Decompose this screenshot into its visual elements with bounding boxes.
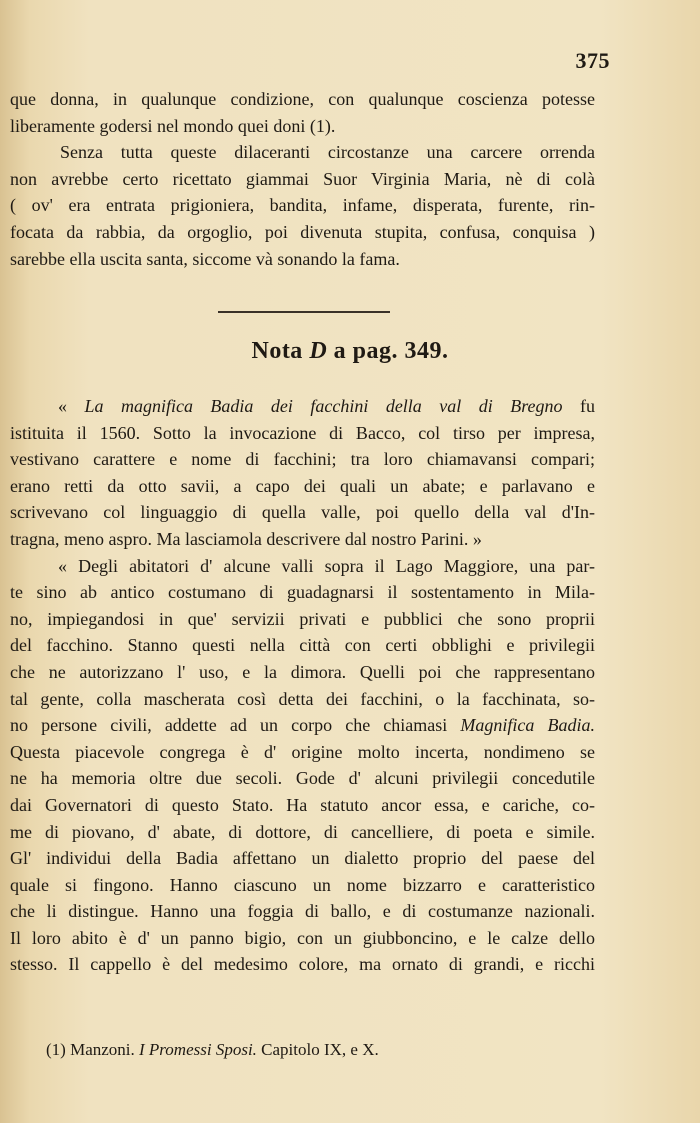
magnifica-badia: Magnifica Badia. xyxy=(460,715,595,736)
paragraph-line: ne ha memoria oltre due secoli. Gode d' alcuni privilegii concedutile xyxy=(10,768,595,789)
paragraph-line: « Degli abitatori d' alcune valli sopra il Lago Maggiore, una par- xyxy=(58,555,595,576)
paragraph-line: ( ov' era entrata prigioniera, bandita, infame, disperata, furente, rin- xyxy=(10,195,595,216)
paragraph-line: no, impiegandosi in que' servizii privati e pubblici che sono proprii xyxy=(10,608,595,629)
page-number: 375 xyxy=(575,48,610,73)
paragraph-line: liberamente godersi nel mondo quei doni (1). xyxy=(10,115,336,136)
paragraph-line: che li distingue. Hanno una foggia di ballo, e di costumanze nazionali. xyxy=(10,901,595,922)
paragraph-line: scrivevano col linguaggio di quella valle, poi quello della val d'In- xyxy=(10,502,595,523)
paragraph-line: quale si fingono. Hanno ciascuno un nome bizzarro e caratteristico xyxy=(10,874,595,895)
paragraph-line: stesso. Il cappello è del medesimo colore, ma ornato di grandi, e ricchi xyxy=(10,954,595,975)
paragraph-line: te sino ab antico costumano di guadagnarsi il sostentamento in Mila- xyxy=(10,582,595,603)
paragraph-line: istituita il 1560. Sotto la invocazione di Bacco, col tirso per impresa, xyxy=(10,422,595,443)
paragraph-line: focata da rabbia, da orgoglio, poi divenuta stupita, confusa, conquisa ) xyxy=(10,221,595,242)
note-heading-suffix: a pag. 349. xyxy=(327,338,449,364)
paragraph-line xyxy=(10,712,595,739)
paragraph-line xyxy=(10,393,595,420)
paragraph-line: Senza tutta queste dilaceranti circostanze una carcere orrenda xyxy=(60,142,595,163)
paragraph-line: que donna, in qualunque condizione, con qualunque coscienza potesse xyxy=(10,89,595,109)
paragraph-line: che ne autorizzano l' uso, e la dimora. Quelli poi che rappresentano xyxy=(10,661,595,682)
paragraph-line: Questa piacevole congrega è d' origine molto incerta, nondimeno se xyxy=(10,741,595,762)
note-heading xyxy=(0,338,700,365)
text-block-lower xyxy=(10,393,595,978)
paragraph-line: vestivano carattere e nome di facchini; tra loro chiamavansi compari; xyxy=(10,449,595,470)
note-heading-letter: D xyxy=(309,338,328,364)
text-block-upper xyxy=(10,86,595,272)
footnote xyxy=(46,1040,379,1060)
footnote-title: I Promessi Sposi. xyxy=(139,1040,257,1059)
paragraph-line-rest: fu xyxy=(562,396,595,416)
paragraph-line: Gl' individui della Badia affettano un dialetto proprio del paese del xyxy=(10,848,595,869)
footnote-marker: (1) Manzoni. xyxy=(46,1040,140,1059)
footnote-rest: Capitolo IX, e X. xyxy=(256,1040,379,1059)
paragraph-line: tragna, meno aspro. Ma lasciamola descrivere dal nostro Parini. » xyxy=(10,528,482,549)
paragraph-line-start: no persone civili, addette ad un corpo che chiamasi xyxy=(10,715,461,736)
paragraph-line: sarebbe ella uscita santa, siccome và sonando la fama. xyxy=(10,248,400,269)
paragraph-line: me di piovano, d' abate, di dottore, di cancelliere, di poeta e simile. xyxy=(10,821,595,842)
badia-title: La magnifica Badia dei facchini della val di Bregno xyxy=(84,396,563,416)
section-divider xyxy=(218,311,390,313)
note-heading-prefix: Nota xyxy=(251,338,310,364)
paragraph-line: tal gente, colla mascherata così detta dei facchini, o la facchinata, so- xyxy=(10,688,595,709)
paragraph-line: del facchino. Stanno questi nella città con certi obblighi e privilegii xyxy=(10,635,595,656)
paragraph-line: dai Governatori di questo Stato. Ha statuto ancor essa, e cariche, co- xyxy=(10,794,595,815)
quote-open: « xyxy=(58,396,85,416)
paragraph-line: erano retti da otto savii, a capo dei quali un abate; e parlavano e xyxy=(10,475,595,496)
paragraph-line: Il loro abito è d' un panno bigio, con un giubboncino, e le calze dello xyxy=(10,927,595,948)
paragraph-line: non avrebbe certo ricettato giammai Suor Virginia Maria, nè di colà xyxy=(10,168,595,189)
